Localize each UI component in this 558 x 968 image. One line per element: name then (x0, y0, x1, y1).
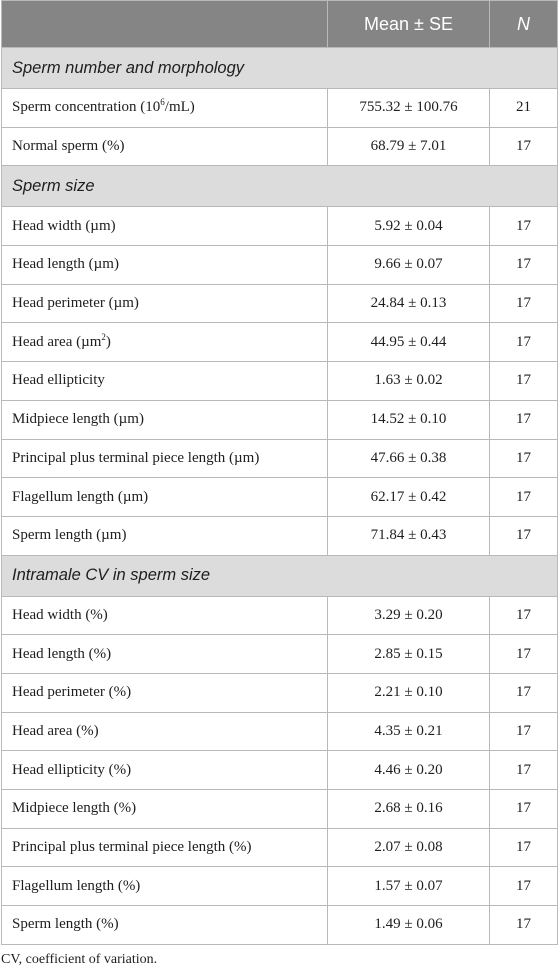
row-label (2, 596, 328, 635)
row-mean-se: 755.32 ± 100.76 (328, 89, 490, 128)
table-row (2, 790, 558, 829)
row-label-text: Head area (µm (12, 333, 102, 350)
table-row (2, 516, 558, 555)
row-mean-se: 5.92 ± 0.04 (328, 207, 490, 246)
row-label-text: Head area (%) (12, 722, 99, 739)
table-row (2, 712, 558, 751)
table-row (2, 246, 558, 285)
row-n: 17 (490, 478, 558, 517)
table-row (2, 207, 558, 246)
row-mean-se: 14.52 ± 0.10 (328, 400, 490, 439)
row-label (2, 867, 328, 906)
table-row (2, 400, 558, 439)
row-mean-se: 24.84 ± 0.13 (328, 284, 490, 323)
row-mean-se: 1.63 ± 0.02 (328, 362, 490, 401)
table-row (2, 751, 558, 790)
row-label (2, 635, 328, 674)
row-mean-se: 44.95 ± 0.44 (328, 323, 490, 362)
row-label-superscript: 6 (160, 97, 165, 108)
row-label-text: Head width (%) (12, 606, 108, 623)
row-label (2, 207, 328, 246)
row-n: 17 (490, 673, 558, 712)
row-label-text: Head width (µm) (12, 217, 116, 234)
row-label-text: Principal plus terminal piece length (%) (12, 839, 252, 856)
row-label (2, 439, 328, 478)
row-n: 17 (490, 906, 558, 945)
row-label (2, 127, 328, 166)
row-label-text: Head length (%) (12, 645, 112, 662)
row-label (2, 673, 328, 712)
row-label (2, 478, 328, 517)
row-n: 17 (490, 127, 558, 166)
table-row (2, 596, 558, 635)
row-label-text: Head ellipticity (12, 372, 105, 389)
row-n: 17 (490, 246, 558, 285)
table-row (2, 867, 558, 906)
section-header-row (2, 555, 558, 596)
row-n: 17 (490, 867, 558, 906)
row-label-text: Flagellum length (µm) (12, 488, 149, 505)
row-n: 17 (490, 400, 558, 439)
row-n: 17 (490, 323, 558, 362)
row-label (2, 828, 328, 867)
row-mean-se: 2.68 ± 0.16 (328, 790, 490, 829)
row-n: 17 (490, 635, 558, 674)
row-mean-se: 1.57 ± 0.07 (328, 867, 490, 906)
row-label-superscript: 2 (101, 331, 106, 342)
header-n: N (490, 1, 558, 48)
row-label (2, 323, 328, 362)
section-header-row (2, 48, 558, 89)
row-mean-se: 47.66 ± 0.38 (328, 439, 490, 478)
row-label-suffix: ) (105, 333, 111, 350)
data-table (1, 0, 558, 945)
table-row (2, 635, 558, 674)
row-n: 21 (490, 89, 558, 128)
table-row (2, 673, 558, 712)
table-row (2, 828, 558, 867)
table-body (2, 48, 558, 945)
row-label-text: Head length (µm) (12, 256, 119, 273)
table-row (2, 362, 558, 401)
row-label-text: Midpiece length (%) (12, 800, 137, 817)
row-mean-se: 71.84 ± 0.43 (328, 516, 490, 555)
row-label-text: Normal sperm (%) (12, 138, 125, 155)
table-row (2, 323, 558, 362)
row-n: 17 (490, 207, 558, 246)
header-variable (2, 1, 328, 48)
row-label-text: Head perimeter (%) (12, 684, 132, 701)
row-n: 17 (490, 516, 558, 555)
row-label-suffix: /mL) (164, 99, 195, 116)
table-row (2, 284, 558, 323)
table-row (2, 127, 558, 166)
table-header-row (2, 1, 558, 48)
row-mean-se: 1.49 ± 0.06 (328, 906, 490, 945)
table-row (2, 906, 558, 945)
section-title: Sperm size (2, 166, 558, 207)
section-title: Sperm number and morphology (2, 48, 558, 89)
row-label (2, 246, 328, 285)
row-label-text: Sperm length (%) (12, 916, 119, 933)
header-mean-se: Mean ± SE (328, 1, 490, 48)
row-label (2, 790, 328, 829)
row-n: 17 (490, 751, 558, 790)
row-label (2, 712, 328, 751)
row-n: 17 (490, 439, 558, 478)
row-label (2, 400, 328, 439)
row-label-text: Midpiece length (µm) (12, 411, 144, 428)
row-mean-se: 4.35 ± 0.21 (328, 712, 490, 751)
row-label (2, 516, 328, 555)
row-label (2, 89, 328, 128)
row-mean-se: 2.07 ± 0.08 (328, 828, 490, 867)
table-footnote: CV, coefficient of variation. (1, 951, 158, 967)
row-n: 17 (490, 790, 558, 829)
row-mean-se: 4.46 ± 0.20 (328, 751, 490, 790)
row-mean-se: 68.79 ± 7.01 (328, 127, 490, 166)
row-mean-se: 2.21 ± 0.10 (328, 673, 490, 712)
row-mean-se: 2.85 ± 0.15 (328, 635, 490, 674)
table-row (2, 89, 558, 128)
row-label-text: Head perimeter (µm) (12, 295, 139, 312)
row-n: 17 (490, 712, 558, 751)
section-title: Intramale CV in sperm size (2, 555, 558, 596)
row-mean-se: 3.29 ± 0.20 (328, 596, 490, 635)
row-mean-se: 9.66 ± 0.07 (328, 246, 490, 285)
row-n: 17 (490, 596, 558, 635)
row-label (2, 906, 328, 945)
row-label-text: Sperm concentration (10 (12, 99, 161, 116)
table-row (2, 478, 558, 517)
section-header-row (2, 166, 558, 207)
row-n: 17 (490, 362, 558, 401)
row-label (2, 362, 328, 401)
row-n: 17 (490, 284, 558, 323)
row-label-text: Principal plus terminal piece length (µm) (12, 449, 260, 466)
table-row (2, 439, 558, 478)
row-mean-se: 62.17 ± 0.42 (328, 478, 490, 517)
row-label-text: Head ellipticity (%) (12, 761, 132, 778)
row-label-text: Sperm length (µm) (12, 527, 127, 544)
row-label (2, 284, 328, 323)
row-label-text: Flagellum length (%) (12, 877, 141, 894)
row-n: 17 (490, 828, 558, 867)
row-label (2, 751, 328, 790)
